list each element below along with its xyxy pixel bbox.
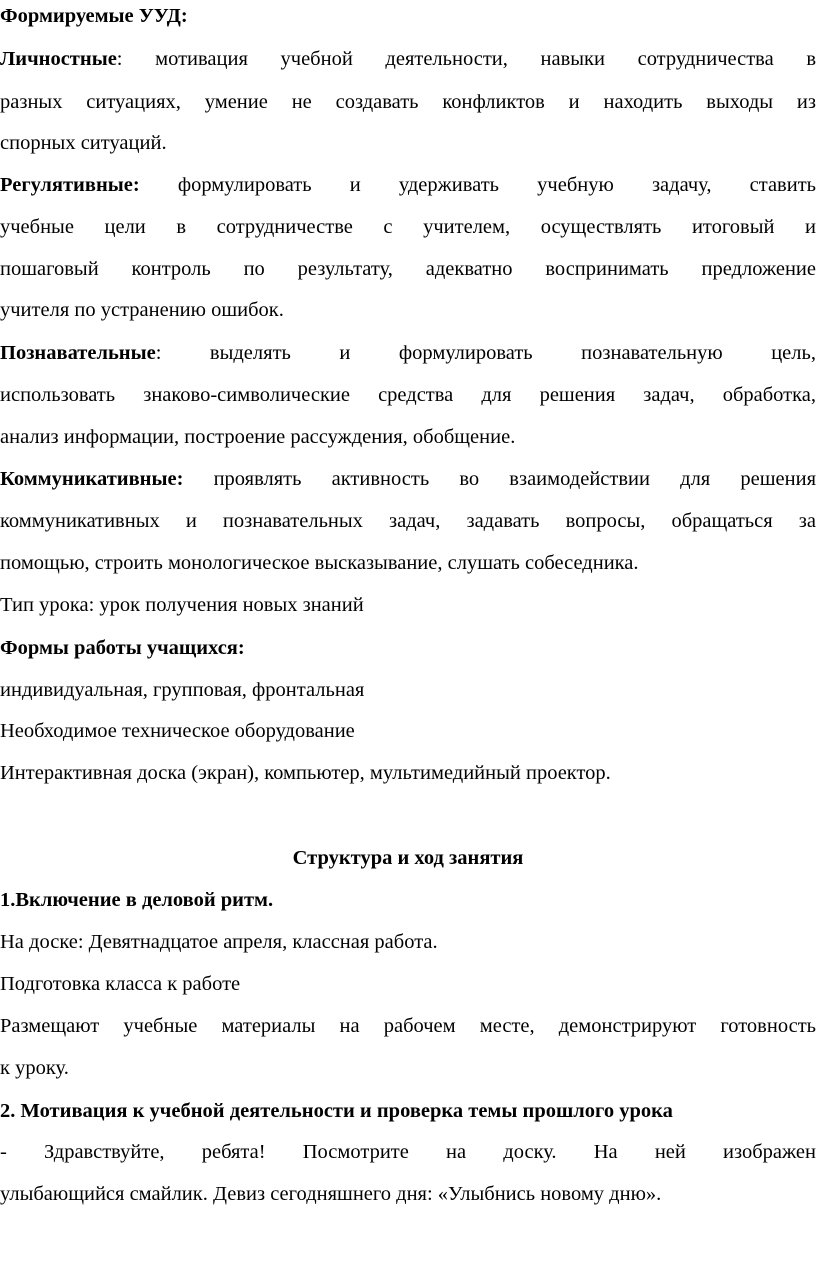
personal-line-3: спорных ситуаций. (0, 132, 167, 154)
regulatory-line-3: пошаговый контроль по результату, адекватно воспринимать предложение (0, 258, 816, 280)
step1-line-3: Размещают учебные материалы на рабочем месте, демонстрируют готовность (0, 1015, 816, 1037)
personal-label: Личностные (0, 48, 117, 70)
cognitive-line-3: анализ информации, построение рассуждения, обобщение. (0, 426, 516, 448)
step2-line-2: улыбающийся смайлик. Девиз сегодняшнего дня: «Улыбнись новому дню». (0, 1183, 662, 1205)
cognitive-line-1: Познавательные: выделять и формулировать познавательную цель, (0, 342, 816, 364)
work-forms-value: индивидуальная, групповая, фронтальная (0, 679, 365, 701)
cognitive-line-2: использовать знаково-символические средства для решения задач, обработка, (0, 384, 816, 406)
structure-title: Структура и ход занятия (292, 847, 524, 869)
equipment-value: Интерактивная доска (экран), компьютер, мультимедийный проектор. (0, 762, 611, 784)
personal-line-2: разных ситуациях, умение не создавать конфликтов и находить выходы из (0, 91, 816, 113)
step2-heading: 2. Мотивация к учебной деятельности и проверка темы прошлого урока (0, 1100, 673, 1122)
regulatory-line-2: учебные цели в сотрудничестве с учителем, осуществлять итоговый и (0, 216, 816, 238)
regulatory-line-4: учителя по устранению ошибок. (0, 299, 284, 321)
step1-line-1: На доске: Девятнадцатое апреля, классная работа. (0, 931, 438, 953)
cognitive-label: Познавательные (0, 342, 156, 364)
communicative-line-1: Коммуникативные: проявлять активность во взаимодействии для решения (0, 468, 816, 490)
work-forms-heading: Формы работы учащихся: (0, 637, 245, 659)
communicative-label: Коммуникативные: (0, 468, 184, 490)
personal-line-1: Личностные: мотивация учебной деятельности, навыки сотрудничества в (0, 48, 816, 70)
regulatory-label: Регулятивные: (0, 174, 140, 196)
equipment-heading: Необходимое техническое оборудование (0, 720, 355, 742)
lesson-type: Тип урока: урок получения новых знаний (0, 594, 364, 616)
step1-line-2: Подготовка класса к работе (0, 973, 241, 995)
uud-heading: Формируемые УУД: (0, 5, 188, 27)
regulatory-line-1: Регулятивные: формулировать и удерживать учебную задачу, ставить (0, 174, 816, 196)
step2-line-1: - Здравствуйте, ребята! Посмотрите на доску. На ней изображен (0, 1141, 816, 1163)
communicative-line-2: коммуникативных и познавательных задач, задавать вопросы, обращаться за (0, 510, 816, 532)
step1-line-4: к уроку. (0, 1057, 69, 1079)
step1-heading: 1.Включение в деловой ритм. (0, 889, 274, 911)
communicative-line-3: помощью, строить монологическое высказывание, слушать собеседника. (0, 552, 639, 574)
